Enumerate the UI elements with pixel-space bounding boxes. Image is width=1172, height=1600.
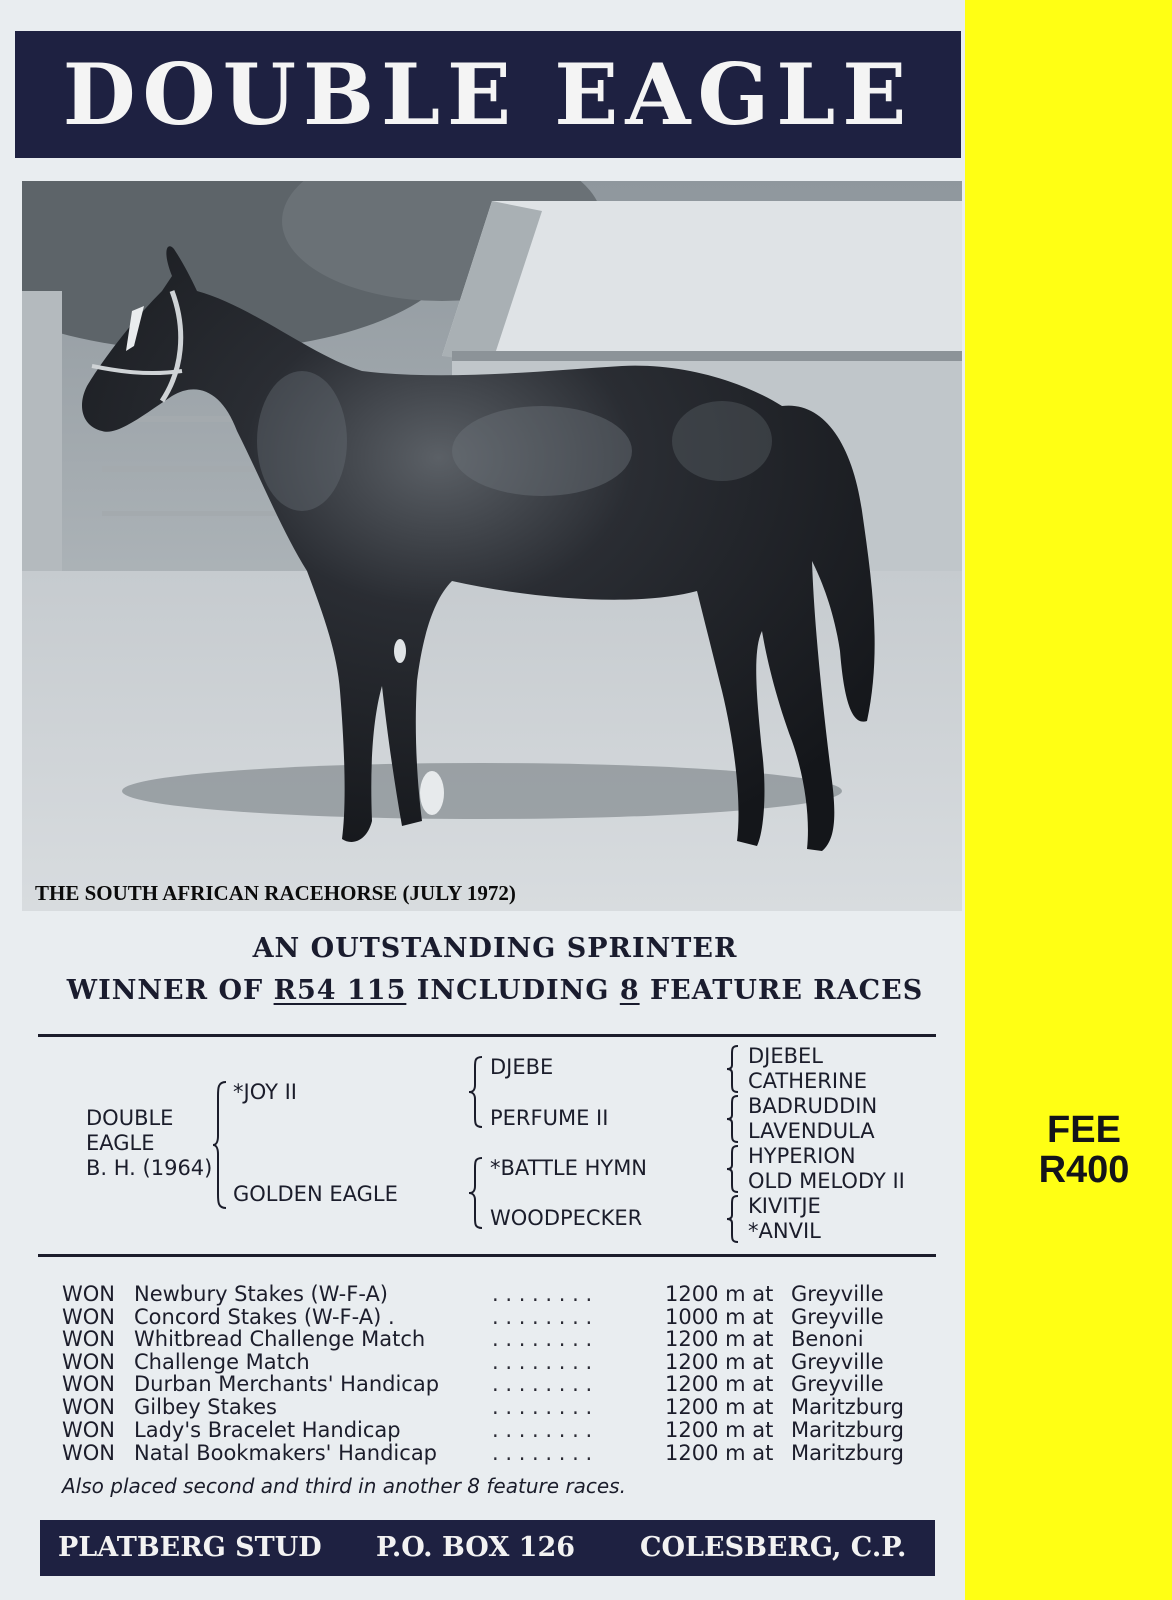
- pedigree-ancestor: LAVENDULA: [748, 1119, 875, 1143]
- record-race: Durban Merchants' Handicap: [134, 1372, 440, 1396]
- headline-sprinter: AN OUTSTANDING SPRINTER: [252, 933, 738, 964]
- pedigree-dam-dam: WOODPECKER: [490, 1206, 643, 1230]
- record-race: Gilbey Stakes: [134, 1395, 278, 1419]
- record-distance: 1200 m at: [665, 1350, 774, 1374]
- pedigree-ancestor: BADRUDDIN: [748, 1094, 878, 1118]
- record-race: Natal Bookmakers' Handicap: [134, 1441, 438, 1465]
- record-venue: Greyville: [791, 1305, 884, 1329]
- record-result: WON: [62, 1327, 116, 1351]
- footer-town: COLESBERG, C.P.: [640, 1532, 907, 1563]
- record-leader-dots: . . . . . . . .: [492, 1418, 593, 1442]
- pedigree-ancestor: OLD MELODY II: [748, 1169, 905, 1193]
- record-distance: 1200 m at: [665, 1282, 774, 1306]
- pedigree-brace: [726, 1044, 740, 1094]
- headline-including: INCLUDING: [416, 975, 610, 1006]
- also-placed-note: Also placed second and third in another 8 feature races.: [62, 1474, 626, 1498]
- record-race: Concord Stakes (W-F-A) .: [134, 1305, 395, 1329]
- record-leader-dots: . . . . . . . .: [492, 1327, 593, 1351]
- pedigree-brace: [468, 1156, 484, 1231]
- pedigree-ancestor: HYPERION: [748, 1144, 856, 1168]
- record-leader-dots: . . . . . . . .: [492, 1372, 593, 1396]
- headline-feature-races: FEATURE RACES: [650, 975, 924, 1006]
- record-result: WON: [62, 1418, 116, 1442]
- footer-box: P.O. BOX 126: [376, 1532, 576, 1563]
- fee-label: FEE: [1047, 1109, 1121, 1151]
- record-leader-dots: . . . . . . . .: [492, 1305, 593, 1329]
- record-race: Challenge Match: [134, 1350, 310, 1374]
- record-race: Lady's Bracelet Handicap: [134, 1418, 401, 1442]
- record-venue: Benoni: [791, 1327, 864, 1351]
- pedigree-brace: [726, 1194, 740, 1244]
- divider-bottom: [38, 1254, 936, 1257]
- record-distance: 1200 m at: [665, 1395, 774, 1419]
- record-venue: Greyville: [791, 1350, 884, 1374]
- pedigree-sire-sire: DJEBE: [490, 1055, 554, 1079]
- pedigree-dam: GOLDEN EAGLE: [233, 1182, 398, 1206]
- record-result: WON: [62, 1350, 116, 1374]
- record-distance: 1200 m at: [665, 1418, 774, 1442]
- pedigree-ancestor: *ANVIL: [748, 1219, 821, 1243]
- pedigree-horse: [86, 1106, 212, 1181]
- record-venue: Greyville: [791, 1282, 884, 1306]
- pedigree-brace: [468, 1055, 484, 1130]
- pedigree-dam-sire: *BATTLE HYMN: [490, 1156, 648, 1180]
- horse-title: DOUBLE EAGLE: [62, 45, 914, 144]
- title-banner: [15, 31, 961, 158]
- headline-winner-of: WINNER OF: [66, 975, 264, 1006]
- record-race: Newbury Stakes (W-F-A): [134, 1282, 388, 1306]
- pedigree-brace: [212, 1080, 228, 1210]
- pedigree-brace: [726, 1094, 740, 1144]
- record-leader-dots: . . . . . . . .: [492, 1282, 593, 1306]
- pedigree-third-generation: [748, 1044, 905, 1244]
- record-leader-dots: . . . . . . . .: [492, 1395, 593, 1419]
- fee-amount: R400: [1038, 1149, 1130, 1191]
- record-result: WON: [62, 1441, 116, 1465]
- record-distance: 1000 m at: [665, 1305, 774, 1329]
- record-result: WON: [62, 1282, 116, 1306]
- footer-stud: PLATBERG STUD: [58, 1532, 322, 1563]
- record-distance: 1200 m at: [665, 1372, 774, 1396]
- divider-top: [38, 1034, 936, 1037]
- headline-race-count: 8: [619, 975, 640, 1006]
- pedigree-horse-line: B. H. (1964): [86, 1156, 213, 1180]
- record-venue: Greyville: [791, 1372, 884, 1396]
- stud-fee: [1004, 1110, 1164, 1190]
- pedigree-sire-dam: PERFUME II: [490, 1106, 609, 1130]
- photo-caption: THE SOUTH AFRICAN RACEHORSE (JULY 1972): [35, 881, 516, 905]
- pedigree-ancestor: KIVITJE: [748, 1194, 821, 1218]
- record-distance: 1200 m at: [665, 1441, 774, 1465]
- pedigree-brace: [726, 1144, 740, 1194]
- headline-stakes-amount: R54 115: [273, 975, 407, 1006]
- pedigree-horse-line: EAGLE: [86, 1131, 155, 1155]
- record-result: WON: [62, 1305, 116, 1329]
- record-venue: Maritzburg: [791, 1418, 904, 1442]
- record-race: Whitbread Challenge Match: [134, 1327, 426, 1351]
- horse-photo: [22, 181, 962, 911]
- record-result: WON: [62, 1395, 116, 1419]
- pedigree-sire: *JOY II: [233, 1080, 297, 1104]
- headline-winnings: [30, 975, 960, 1006]
- record-leader-dots: . . . . . . . .: [492, 1350, 593, 1374]
- yellow-side-strip: [965, 0, 1172, 1600]
- pedigree-horse-line: DOUBLE: [86, 1106, 174, 1130]
- pedigree-ancestor: DJEBEL: [748, 1044, 824, 1068]
- record-distance: 1200 m at: [665, 1327, 774, 1351]
- footer-banner: [40, 1520, 935, 1576]
- record-leader-dots: . . . . . . . .: [492, 1441, 593, 1465]
- record-venue: Maritzburg: [791, 1441, 904, 1465]
- record-venue: Maritzburg: [791, 1395, 904, 1419]
- pedigree-ancestor: CATHERINE: [748, 1069, 868, 1093]
- record-result: WON: [62, 1372, 116, 1396]
